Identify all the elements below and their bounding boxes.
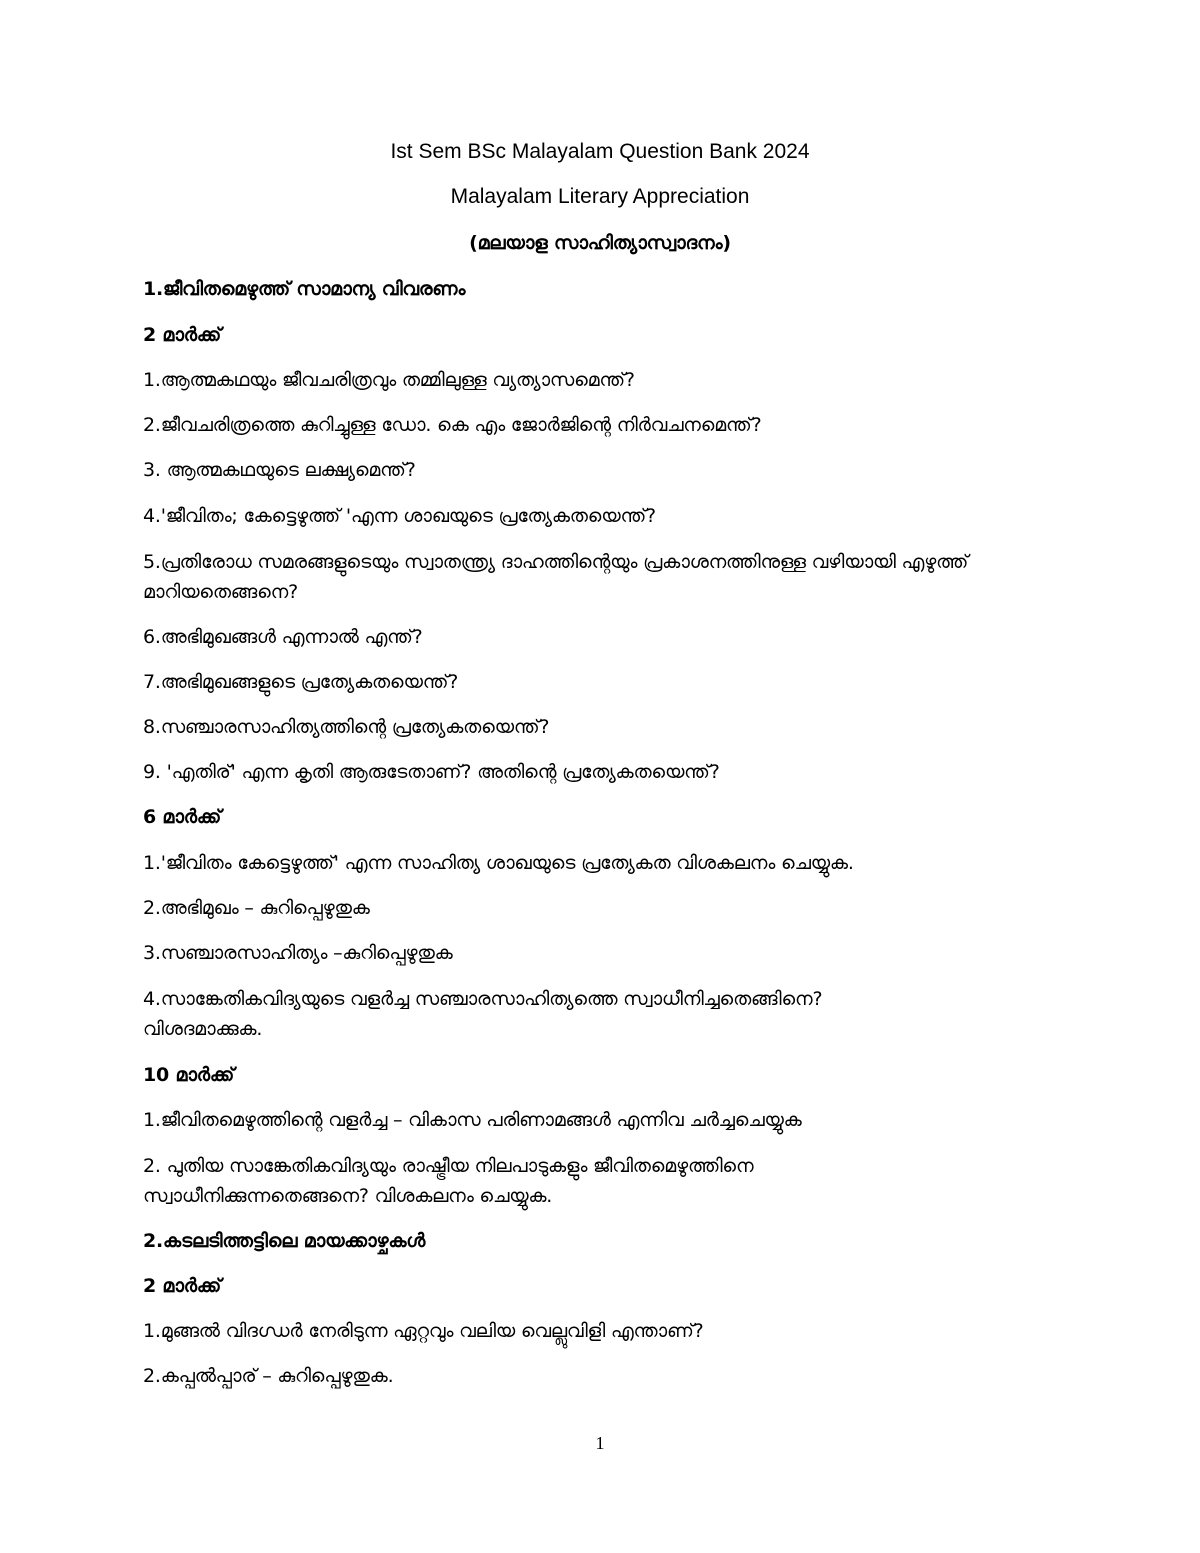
question-item: 6.അഭിമുഖങ്ങൾ എന്നാൽ എന്ത്? xyxy=(143,626,423,648)
document-subtitle-malayalam: (മലയാള സാഹിത്യാസ്വാദനം) xyxy=(469,232,731,254)
marks-label: 2 മാർക്ക് xyxy=(143,324,222,346)
marks-label: 2 മാർക്ക് xyxy=(143,1275,222,1297)
question-item: 7.അഭിമുഖങ്ങളുടെ പ്രത്യേകതയെന്ത്? xyxy=(143,671,459,693)
question-item: 3. ആത്മകഥയുടെ ലക്ഷ്യമെന്ത്? xyxy=(143,459,416,481)
page-number: 1 xyxy=(595,1433,605,1453)
question-item: 2.കപ്പൽപ്പാര് – കുറിപ്പെഴുതുക. xyxy=(143,1365,394,1387)
question-item: 9. 'എതിര്' എന്ന കൃതി ആരുടേതാണ്? അതിന്റെ പ്രത്യേകതയെന്ത്? xyxy=(143,761,720,783)
question-item: 2. പുതിയ സാങ്കേതികവിദ്യയും രാഷ്ട്രീയ നിലപാടുകളും ജീവിതമെഴുത്തിനെ സ്വാധീനിക്കുന്നതെങ്ങനെ? വിശകലനം ചെയ്യുക. xyxy=(143,1155,754,1207)
question-item: 4.സാങ്കേതികവിദ്യയുടെ വളർച്ച സഞ്ചാരസാഹിത്യത്തെ സ്വാധീനിച്ചതെങ്ങിനെ? വിശദമാക്കുക. xyxy=(143,988,823,1040)
question-item: 1.ജീവിതമെഴുത്തിന്റെ വളർച്ച – വികാസ പരിണാമങ്ങൾ എന്നിവ ചർച്ചചെയ്യുക xyxy=(143,1109,802,1131)
question-item: 8.സഞ്ചാരസാഹിത്യത്തിന്റെ പ്രത്യേകതയെന്ത്? xyxy=(143,716,550,738)
section-heading: 2.കടലടിത്തട്ടിലെ മായക്കാഴ്ചകൾ xyxy=(143,1230,426,1252)
question-item: 1.ആത്മകഥയും ജീവചരിത്രവും തമ്മിലുള്ള വ്യത്യാസമെന്ത്? xyxy=(143,369,635,391)
question-item: 1.'ജീവിതം കേട്ടെഴുത്ത്' എന്ന സാഹിത്യ ശാഖയുടെ പ്രത്യേകത വിശകലനം ചെയ്യുക. xyxy=(143,852,854,874)
marks-label: 6 മാർക്ക് xyxy=(143,806,222,828)
question-item: 5.പ്രതിരോധ സമരങ്ങളുടെയും സ്വാതന്ത്ര്യ ദാഹത്തിന്റെയും പ്രകാശനത്തിനുള്ള വഴിയായി എഴുത്ത് മാറിയതെങ്ങനെ? xyxy=(143,551,969,603)
question-item: 2.ജീവചരിത്രത്തെ കുറിച്ചുള്ള ഡോ. കെ എം ജോർജിന്റെ നിർവചനമെന്ത്? xyxy=(143,414,762,436)
marks-label: 10 മാർക്ക് xyxy=(143,1064,235,1086)
question-item: 3.സഞ്ചാരസാഹിത്യം –കുറിപ്പെഴുതുക xyxy=(143,942,453,964)
question-item: 4.'ജീവിതം; കേട്ടെഴുത്ത് 'എന്ന ശാഖയുടെ പ്രത്യേകതയെന്ത്? xyxy=(143,505,656,527)
document-title: Ist Sem BSc Malayalam Question Bank 2024 xyxy=(390,140,810,163)
document-subtitle: Malayalam Literary Appreciation xyxy=(450,185,750,208)
question-item: 2.അഭിമുഖം – കുറിപ്പെഴുതുക xyxy=(143,897,370,919)
section-heading: 1.ജീവിതമെഴുത്ത് സാമാന്യ വിവരണം xyxy=(143,278,466,300)
question-item: 1.മുങ്ങൽ വിദഗ്ധർ നേരിടുന്ന ഏറ്റവും വലിയ വെല്ലുവിളി എന്താണ്? xyxy=(143,1320,704,1342)
